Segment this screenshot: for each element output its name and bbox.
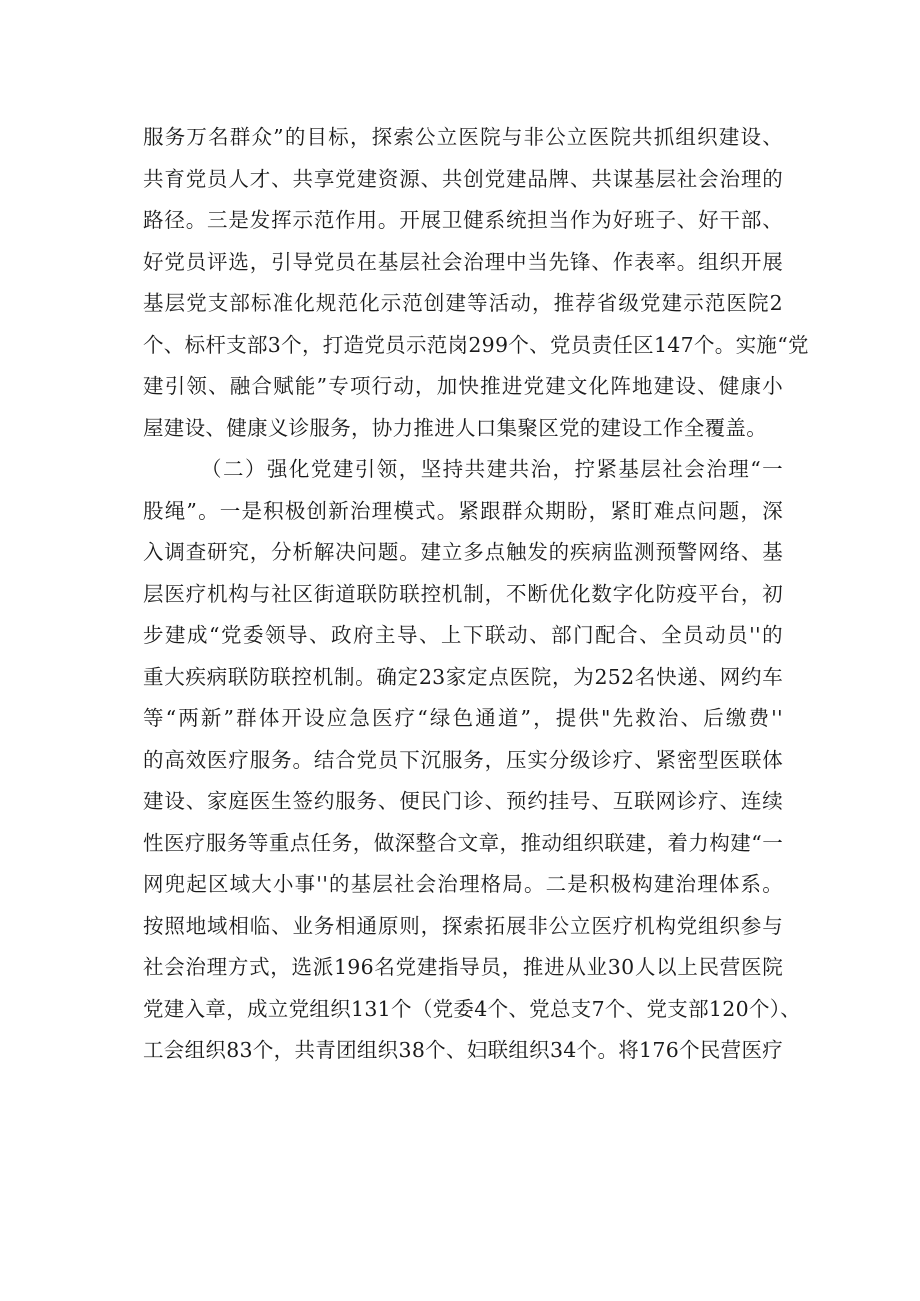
text-line: 的高效医疗服务。结合党员下沉服务，压实分级诊疗、紧密型医联体 [143, 747, 783, 772]
text-line: 层医疗机构与社区街道联防联控机制，不断优化数字化防疫平台，初 [143, 581, 783, 606]
paragraph-end-line: 屋建设、健康义诊服务，协力推进人口集聚区党的建设工作全覆盖。 [143, 415, 767, 440]
text-line: 服务万名群众”的目标，探索公立医院与非公立医院共抓组织建设、 [143, 125, 783, 149]
text-line: 党建入章，成立党组织131个（党委4个、党总支7个、党支部120个）、 [143, 996, 802, 1021]
text-line: 建设、家庭医生签约服务、便民门诊、预约挂号、互联网诊疗、连续 [143, 789, 783, 813]
text-line: 工会组织83个，共青团组织38个、妇联组织34个。将176个民营医疗 [143, 1038, 784, 1062]
text-line: 步建成“党委领导、政府主导、上下联动、部门配合、全员动员''的 [143, 623, 783, 647]
text-line: 好党员评选，引导党员在基层社会治理中当先锋、作表率。组织开展 [143, 249, 783, 274]
text-line: 等“两新”群体开设应急医疗“绿色通道”，提供"先救治、后缴费'' [143, 706, 783, 730]
text-line: 网兜起区域大小事''的基层社会治理格局。二是积极构建治理体系。 [143, 872, 783, 896]
text-line: 基层党支部标准化规范化示范创建等活动，推荐省级党建示范医院2 [143, 291, 783, 315]
text-line: 个、标杆支部3个，打造党员示范岗299个、党员责任区147个。实施“党 [143, 332, 809, 357]
section-heading-line: （二）强化党建引领，坚持共建共治，拧紧基层社会治理“一 [201, 457, 783, 481]
text-line: 按照地域相临、业务相通原则，探索拓展非公立医疗机构党组织参与 [143, 913, 783, 938]
text-line: 性医疗服务等重点任务，做深整合文章，推动组织联建，着力构建“一 [143, 830, 783, 855]
text-line: 建引领、融合赋能”专项行动，加快推进党建文化阵地建设、健康小 [143, 374, 783, 398]
text-line: 重大疾病联防联控机制。确定23家定点医院，为252名快递、网约车 [143, 664, 783, 689]
text-line: 路径。三是发挥示范作用。开展卫健系统担当作为好班子、好干部、 [143, 208, 783, 232]
text-line: 共育党员人才、共享党建资源、共创党建品牌、共谋基层社会治理的 [143, 166, 783, 191]
body-text [143, 117, 809, 1072]
text-line: 股绳”。一是积极创新治理模式。紧跟群众期盼，紧盯难点问题，深 [143, 498, 783, 523]
text-line: 入调查研究，分析解决问题。建立多点触发的疾病监测预警网络、基 [143, 540, 783, 564]
text-line: 社会治理方式，选派196名党建指导员，推进从业30人以上民营医院 [143, 955, 783, 979]
